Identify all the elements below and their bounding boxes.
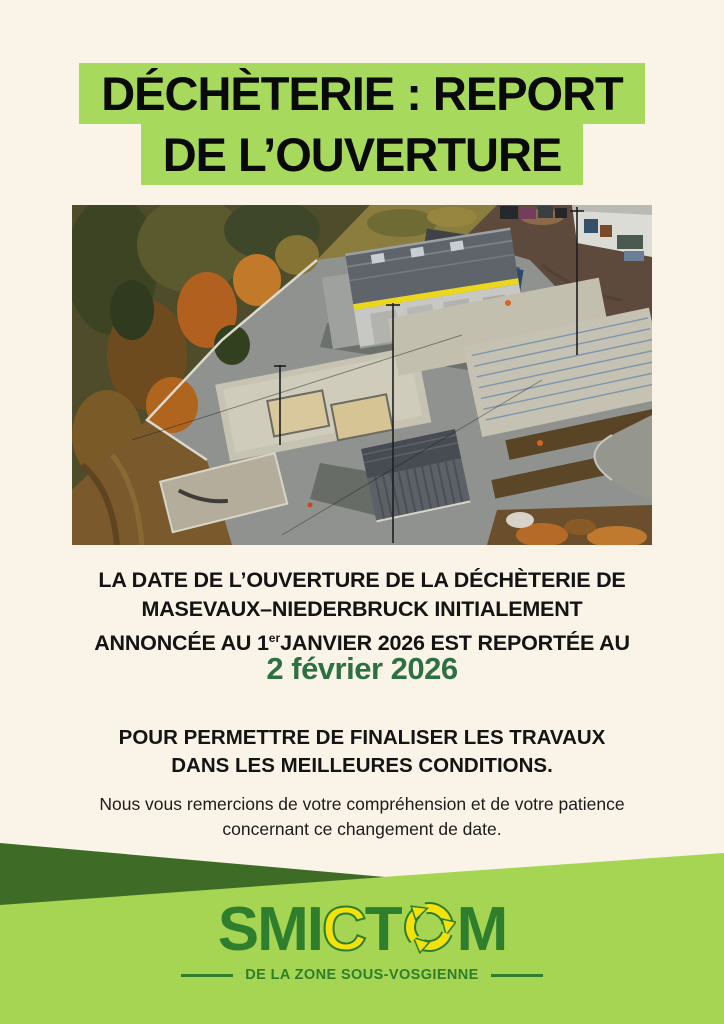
announcement-line-1: LA DATE DE L’OUVERTURE DE LA DÉCHÈTERIE DE xyxy=(98,568,626,592)
smictom-wordmark xyxy=(0,897,724,963)
tagline-right-rule xyxy=(491,974,543,977)
logo-tagline-row xyxy=(0,967,724,983)
title-line-1: DÉCHÈTERIE : REPORT xyxy=(79,63,645,124)
announcement-line-2: MASEVAUX–NIEDERBRUCK INITIALEMENT xyxy=(141,597,583,621)
smictom-logo xyxy=(0,897,724,983)
thanks-line-2: concernant ce changement de date. xyxy=(222,819,502,839)
logo-letter-t: T xyxy=(364,895,401,964)
poster-title xyxy=(0,63,724,185)
logo-tagline: DE LA ZONE SOUS-VOSGIENNE xyxy=(245,967,479,983)
thanks-note xyxy=(40,792,684,842)
logo-letters-smi: SMI xyxy=(217,895,322,964)
recycling-arrows-icon xyxy=(402,900,456,954)
announcement-text xyxy=(40,566,684,658)
works-line-2: DANS LES MEILLEURES CONDITIONS. xyxy=(171,754,553,777)
logo-letter-c: C xyxy=(321,895,365,964)
aerial-photo xyxy=(72,205,652,545)
logo-letter-m: M xyxy=(456,895,507,964)
works-line-1: POUR PERMETTRE DE FINALISER LES TRAVAUX xyxy=(118,726,606,749)
thanks-line-1: Nous vous remercions de votre compréhension et de votre patience xyxy=(99,794,625,814)
tagline-left-rule xyxy=(181,974,233,977)
title-line-2: DE L’OUVERTURE xyxy=(141,124,584,185)
new-opening-date: 2 février 2026 xyxy=(266,651,458,686)
announcement-line-3: ANNONCÉE AU 1erJANVIER 2026 EST REPORTÉE AU xyxy=(94,631,630,656)
superscript-er: er xyxy=(268,631,281,645)
works-note xyxy=(40,724,684,780)
aerial-photo-illustration xyxy=(72,205,652,545)
